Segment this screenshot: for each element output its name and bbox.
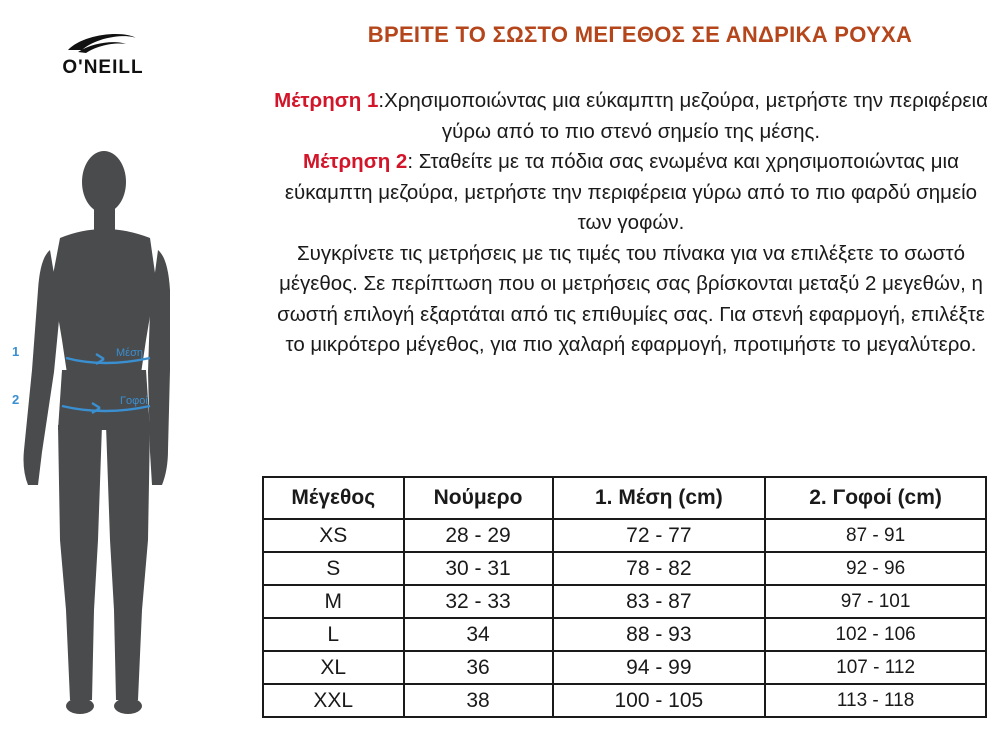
number-cell: 32 - 33 xyxy=(404,585,553,618)
number-cell: 34 xyxy=(404,618,553,651)
waist-cell: 72 - 77 xyxy=(553,519,766,552)
hip-marker-label: Γοφοί xyxy=(120,395,148,407)
compare-paragraph: Συγκρίνετε τις μετρήσεις με τις τιμές του πίνακα για να επιλέξετε το σωστό μέγεθος. Σε περίπτωση που οι μετρήσεις σας βρίσκονται μεταξύ 2 μεγεθών, η σωστή επιλογή εξαρτάται από τις επιθυμίες σας. Για στενή εφαρμογή, επιλέξτε το μικρότερο μέγεθος, για πιο χαλαρή εφαρμογή, προτιμήστε το μεγαλύτερο. xyxy=(277,241,985,356)
hip-cell: 107 - 112 xyxy=(765,651,986,684)
size-cell: M xyxy=(263,585,404,618)
measurement-1-label: Μέτρηση 1 xyxy=(274,89,379,112)
measurement-2-text: : Σταθείτε με τα πόδια σας ενωμένα και χρησιμοποιώντας μια εύκαμπτη μεζούρα, μετρήστε την περιφέρεια γύρω από το πιο φαρδύ σημείο των γοφών. xyxy=(284,150,978,234)
measurement-instructions xyxy=(270,86,992,361)
number-cell: 28 - 29 xyxy=(404,519,553,552)
hip-cell: 87 - 91 xyxy=(765,519,986,552)
waist-cell: 100 - 105 xyxy=(553,684,766,717)
measurement-1-text: :Χρησιμοποιώντας μια εύκαμπτη μεζούρα, μετρήστε την περιφέρεια γύρω από το πιο στενό σημείο της μέσης. xyxy=(378,89,988,143)
size-cell: L xyxy=(263,618,404,651)
header-waist: 1. Μέση (cm) xyxy=(553,477,766,519)
oneill-logo xyxy=(38,30,168,80)
waist-marker-label: Μέση xyxy=(116,347,143,359)
measurement-2-paragraph xyxy=(270,147,992,239)
body-silhouette xyxy=(24,151,171,714)
table-row xyxy=(263,684,986,717)
number-cell: 38 xyxy=(404,684,553,717)
number-cell: 36 xyxy=(404,651,553,684)
hip-cell: 113 - 118 xyxy=(765,684,986,717)
waist-cell: 78 - 82 xyxy=(553,552,766,585)
page-title: ΒΡΕΙΤΕ ΤΟ ΣΩΣΤΟ ΜΕΓΕΘΟΣ ΣΕ ΑΝΔΡΙΚΑ ΡΟΥΧΑ xyxy=(367,22,913,47)
number-cell: 30 - 31 xyxy=(404,552,553,585)
table-row xyxy=(263,651,986,684)
hip-cell: 92 - 96 xyxy=(765,552,986,585)
waist-marker-number: 1 xyxy=(12,344,20,359)
hip-cell: 102 - 106 xyxy=(765,618,986,651)
hip-marker-number: 2 xyxy=(12,392,20,407)
hip-cell: 97 - 101 xyxy=(765,585,986,618)
table-row xyxy=(263,552,986,585)
table-row xyxy=(263,585,986,618)
size-cell: XXL xyxy=(263,684,404,717)
logo-text: O'NEILL xyxy=(62,57,144,78)
header-hips: 2. Γοφοί (cm) xyxy=(765,477,986,519)
size-cell: XS xyxy=(263,519,404,552)
table-row xyxy=(263,519,986,552)
table-header-row xyxy=(263,477,986,519)
body-measurement-figure xyxy=(0,140,170,734)
size-chart-table xyxy=(262,476,987,718)
waist-cell: 88 - 93 xyxy=(553,618,766,651)
measurement-2-label: Μέτρηση 2 xyxy=(303,150,408,173)
size-cell: S xyxy=(263,552,404,585)
header-number: Νούμερο xyxy=(404,477,553,519)
header-size: Μέγεθος xyxy=(263,477,404,519)
wave-icon xyxy=(68,34,136,53)
measurement-1-paragraph xyxy=(270,86,992,147)
table-row xyxy=(263,618,986,651)
size-cell: XL xyxy=(263,651,404,684)
waist-cell: 94 - 99 xyxy=(553,651,766,684)
waist-cell: 83 - 87 xyxy=(553,585,766,618)
